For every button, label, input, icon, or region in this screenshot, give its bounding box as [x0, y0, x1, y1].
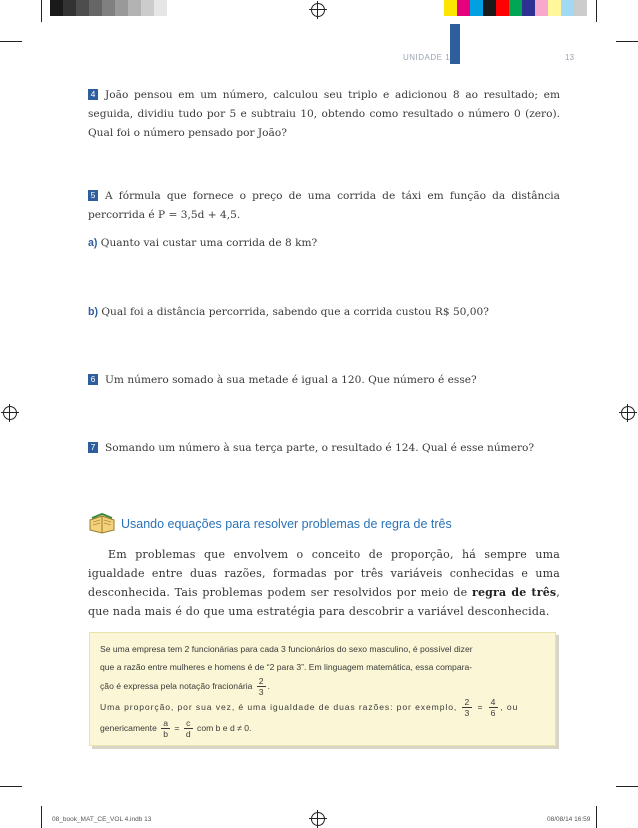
fraction-denominator: d	[185, 729, 191, 739]
fraction	[161, 718, 170, 739]
gray-swatch	[128, 0, 141, 16]
question-number-badge: 6	[88, 374, 98, 385]
fraction-denominator: b	[163, 729, 169, 739]
crop-mark	[41, 0, 42, 22]
color-swatch	[470, 0, 483, 16]
question-text: Um número somado à sua metade é igual a 120. Que número é esse?	[105, 374, 477, 386]
crop-mark	[0, 786, 22, 787]
item-text: Quanto vai custar uma corrida de 8 km?	[100, 237, 318, 249]
question-7	[88, 439, 560, 458]
fraction	[462, 697, 472, 718]
gray-swatch	[76, 0, 89, 16]
color-swatch	[522, 0, 535, 16]
registration-mark-icon	[311, 3, 325, 17]
crop-mark	[616, 786, 638, 787]
equals-sign: =	[174, 722, 180, 733]
note-line-text: genericamente	[100, 722, 157, 733]
question-number-badge: 4	[88, 89, 98, 100]
crop-mark	[596, 806, 597, 828]
note-line-end: com b e d ≠ 0.	[197, 722, 252, 733]
note-line-text: ção é expressa pela notação fracionária	[100, 680, 253, 691]
note-line	[100, 676, 550, 697]
note-line-end: .	[267, 680, 270, 691]
note-line	[100, 697, 550, 718]
gray-swatch	[89, 0, 102, 16]
gray-swatch	[50, 0, 63, 16]
question-5-item-a	[88, 234, 560, 253]
question-text: A fórmula que fornece o preço de uma corrida de táxi em função da distância percorrida é P = 3,5d + 4,5.	[88, 190, 560, 221]
fraction-numerator: a	[163, 718, 169, 728]
crop-mark	[596, 0, 597, 22]
unit-label: UNIDADE 1	[403, 53, 451, 62]
item-letter: b)	[88, 306, 98, 318]
color-swatch	[483, 0, 496, 16]
question-6	[88, 371, 560, 390]
gray-swatch	[141, 0, 154, 16]
question-text: João pensou em um número, calculou seu triplo e adicionou 8 ao resultado; em seguida, dividiu tudo por 5 e subtraiu 10, obtendo como resultado o número 0 (zero). Qual foi o número pensado por João?	[88, 89, 560, 139]
fraction-denominator: 6	[490, 708, 497, 718]
fraction-numerator: 2	[464, 697, 471, 707]
footer-file-name: 08_book_MAT_CE_VOL 4.indb 13	[52, 816, 152, 823]
color-swatch	[548, 0, 561, 16]
section-body	[88, 545, 560, 621]
section-body-bold: regra de três	[471, 586, 557, 599]
registration-mark-icon	[621, 406, 635, 420]
section-body-text: Em problemas que envolvem o conceito de proporção, há sempre uma igualdade entre duas razões, formadas por três variáveis conhecidas e uma desconhecida. Tais problemas podem ser resolvidos por meio de	[88, 548, 560, 599]
section-title: Usando equações para resolver problemas de regra de três	[121, 517, 452, 531]
question-5-item-b	[88, 303, 560, 322]
question-5	[88, 187, 560, 225]
question-4	[88, 86, 560, 143]
registration-mark-icon	[311, 812, 325, 826]
color-swatch	[457, 0, 470, 16]
book-icon	[88, 512, 116, 534]
fraction-numerator: 4	[490, 697, 497, 707]
gray-swatch	[63, 0, 76, 16]
page-number: 13	[565, 53, 574, 62]
note-line	[100, 718, 550, 739]
fraction-numerator: c	[184, 718, 193, 729]
crop-mark	[41, 806, 42, 828]
unit-tab	[450, 24, 460, 64]
note-content	[100, 640, 550, 739]
fraction	[184, 718, 193, 739]
item-text: Qual foi a distância percorrida, sabendo que a corrida custou R$ 50,00?	[101, 306, 489, 318]
fraction	[489, 697, 499, 718]
registration-mark-icon	[3, 406, 17, 420]
item-letter: a)	[88, 237, 98, 249]
fraction-numerator: 2	[258, 676, 264, 686]
color-swatch	[509, 0, 522, 16]
question-number-badge: 7	[88, 442, 98, 453]
note-line-text: Uma proporção, por sua vez, é uma igualdade de duas razões: por exemplo,	[100, 701, 458, 712]
section-body-text-end: , que nada mais é do que uma estratégia para descobrir a variável desconhecida.	[88, 586, 560, 618]
footer-timestamp: 08/08/14 16:59	[547, 816, 591, 823]
fraction-denominator: 3	[258, 687, 264, 697]
crop-mark	[0, 41, 22, 42]
question-number-badge: 5	[88, 190, 98, 201]
gray-swatch	[154, 0, 167, 16]
fraction	[257, 676, 266, 697]
color-swatch	[535, 0, 548, 16]
gray-swatch	[115, 0, 128, 16]
color-swatch	[496, 0, 509, 16]
gray-swatch	[102, 0, 115, 16]
color-swatch	[444, 0, 457, 16]
color-swatch	[574, 0, 587, 16]
crop-mark	[616, 41, 638, 42]
color-swatch	[561, 0, 574, 16]
note-line-end: , ou	[500, 701, 519, 712]
question-text: Somando um número à sua terça parte, o resultado é 124. Qual é esse número?	[105, 442, 535, 454]
note-line: Se uma empresa tem 2 funcionárias para cada 3 funcionários do sexo masculino, é possível dizer	[100, 644, 473, 654]
note-line: que a razão entre mulheres e homens é de “2 para 3”. Em linguagem matemática, essa compara-	[100, 662, 473, 672]
fraction-denominator: 3	[464, 708, 471, 718]
equals-sign: =	[477, 701, 484, 712]
